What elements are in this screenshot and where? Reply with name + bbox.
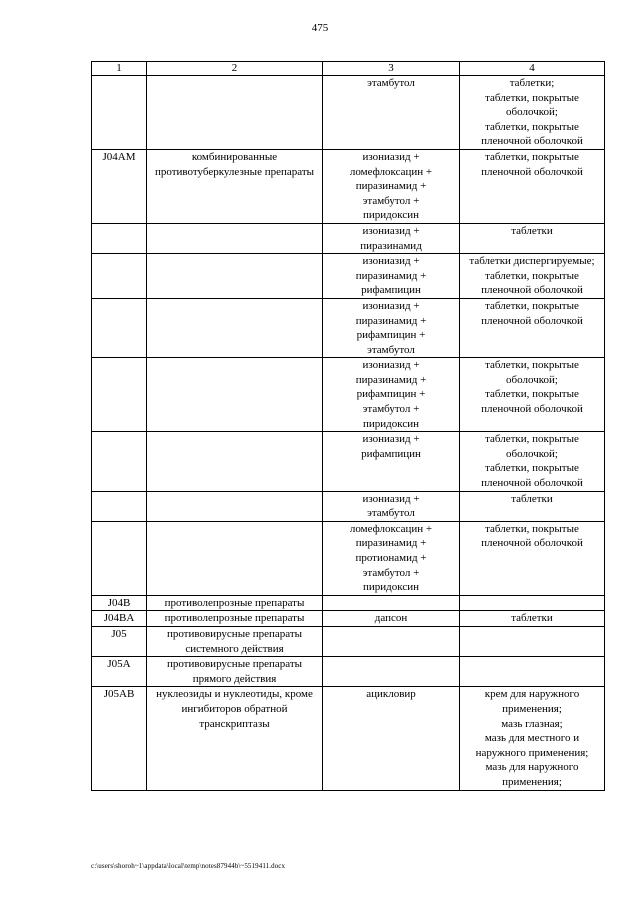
cell-dosage-form: таблетки, покрытые пленочной оболочкой <box>460 149 605 223</box>
table-row <box>92 521 605 595</box>
table-row <box>92 687 605 790</box>
column-header-drug: 3 <box>323 62 460 76</box>
table-row <box>92 149 605 223</box>
table-row <box>92 491 605 521</box>
table-row <box>92 626 605 656</box>
cell-group-name <box>147 358 323 432</box>
cell-group-name <box>147 298 323 357</box>
table-row <box>92 76 605 150</box>
cell-drug-name: этамбутол <box>323 76 460 150</box>
cell-dosage-form: таблетки <box>460 491 605 521</box>
cell-drug-name: изониазид + рифампицин <box>323 432 460 491</box>
cell-atc-code: J05A <box>92 657 147 687</box>
cell-atc-code <box>92 223 147 253</box>
cell-atc-code: J05AB <box>92 687 147 790</box>
page-number: 475 <box>311 22 329 34</box>
cell-atc-code <box>92 521 147 595</box>
cell-group-name: нуклеозиды и нуклеотиды, кроме ингибиторов обратной транскриптазы <box>147 687 323 790</box>
cell-drug-name: изониазид + ломефлоксацин + пиразинамид + этамбутол + пиридоксин <box>323 149 460 223</box>
cell-drug-name: изониазид + пиразинамид + рифампицин + этамбутол <box>323 298 460 357</box>
cell-dosage-form: таблетки <box>460 611 605 627</box>
cell-atc-code: J04B <box>92 595 147 611</box>
table-row <box>92 358 605 432</box>
cell-dosage-form: таблетки <box>460 223 605 253</box>
cell-drug-name <box>323 657 460 687</box>
cell-group-name <box>147 521 323 595</box>
cell-atc-code <box>92 358 147 432</box>
cell-drug-name: изониазид + пиразинамид <box>323 223 460 253</box>
cell-dosage-form <box>460 626 605 656</box>
cell-atc-code <box>92 76 147 150</box>
cell-dosage-form <box>460 595 605 611</box>
cell-atc-code <box>92 432 147 491</box>
cell-group-name <box>147 223 323 253</box>
cell-atc-code: J04BA <box>92 611 147 627</box>
cell-group-name: противовирусные препараты прямого действия <box>147 657 323 687</box>
cell-dosage-form: таблетки диспергируемые; таблетки, покрытые пленочной оболочкой <box>460 254 605 299</box>
table-row <box>92 657 605 687</box>
cell-group-name: противолепрозные препараты <box>147 611 323 627</box>
table-row <box>92 298 605 357</box>
cell-group-name <box>147 491 323 521</box>
cell-group-name <box>147 254 323 299</box>
footer-file-path: c:\users\shoroh~1\appdata\local\temp\notes87944b\~5519411.docx <box>91 862 286 870</box>
cell-drug-name: изониазид + пиразинамид + рифампицин <box>323 254 460 299</box>
table-body <box>92 76 605 791</box>
cell-dosage-form: таблетки, покрытые оболочкой; таблетки, покрытые пленочной оболочкой <box>460 432 605 491</box>
cell-group-name: противолепрозные препараты <box>147 595 323 611</box>
cell-group-name <box>147 76 323 150</box>
cell-drug-name: изониазид + этамбутол <box>323 491 460 521</box>
cell-drug-name <box>323 595 460 611</box>
column-header-form: 4 <box>460 62 605 76</box>
cell-drug-name: ацикловир <box>323 687 460 790</box>
cell-atc-code <box>92 491 147 521</box>
table-row <box>92 432 605 491</box>
table-header-row <box>92 62 605 76</box>
cell-dosage-form: таблетки, покрытые пленочной оболочкой <box>460 298 605 357</box>
table-row <box>92 611 605 627</box>
column-header-code: 1 <box>92 62 147 76</box>
cell-group-name: противовирусные препараты системного действия <box>147 626 323 656</box>
cell-dosage-form: таблетки, покрытые оболочкой; таблетки, покрытые пленочной оболочкой <box>460 358 605 432</box>
cell-atc-code: J04AM <box>92 149 147 223</box>
table-row <box>92 223 605 253</box>
cell-drug-name: дапсон <box>323 611 460 627</box>
cell-atc-code: J05 <box>92 626 147 656</box>
cell-group-name <box>147 432 323 491</box>
table-row <box>92 595 605 611</box>
cell-drug-name: ломефлоксацин + пиразинамид + протионамид + этамбутол + пиридоксин <box>323 521 460 595</box>
cell-drug-name: изониазид + пиразинамид + рифампицин + этамбутол + пиридоксин <box>323 358 460 432</box>
cell-atc-code <box>92 298 147 357</box>
cell-dosage-form: таблетки; таблетки, покрытые оболочкой; таблетки, покрытые пленочной оболочкой <box>460 76 605 150</box>
cell-dosage-form: таблетки, покрытые пленочной оболочкой <box>460 521 605 595</box>
cell-group-name: комбинированные противотуберкулезные препараты <box>147 149 323 223</box>
table-row <box>92 254 605 299</box>
cell-dosage-form <box>460 657 605 687</box>
cell-drug-name <box>323 626 460 656</box>
drug-table <box>91 61 605 791</box>
column-header-group: 2 <box>147 62 323 76</box>
cell-atc-code <box>92 254 147 299</box>
cell-dosage-form: крем для наружного применения; мазь глазная; мазь для местного и наружного применения; мазь для наружного применения; <box>460 687 605 790</box>
